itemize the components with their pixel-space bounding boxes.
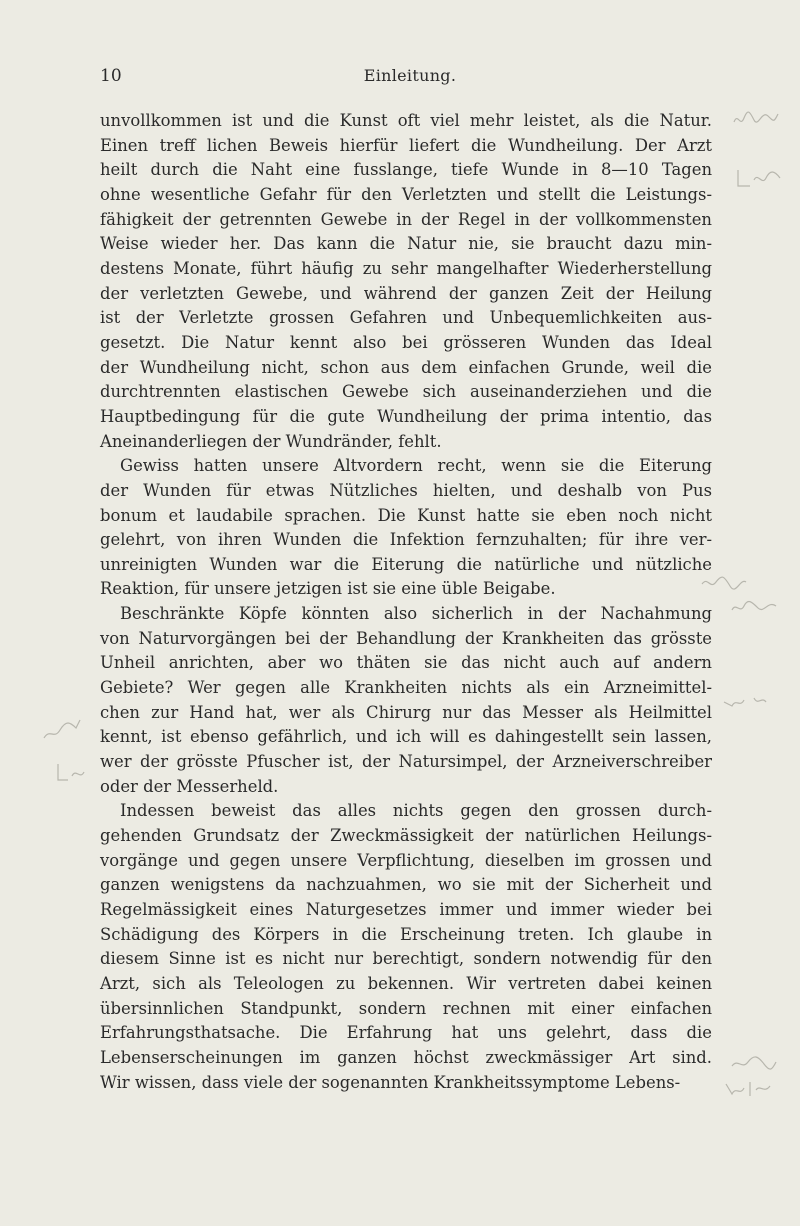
text-line: gelehrt, von ihren Wunden die Infektion fernzuhalten; für ihre ver- <box>100 530 712 550</box>
pencil-marginalia <box>730 596 778 620</box>
pencil-marginalia <box>56 760 104 784</box>
text-line: ist der Verletzte grossen Gefahren und Unbequemlichkeiten aus- <box>100 308 712 328</box>
text-line: Beschränkte Köpfe könnten also sicherlich in der Nachahmung <box>120 604 712 624</box>
text-line: chen zur Hand hat, wer als Chirurg nur das Messer als Heilmittel <box>100 702 712 722</box>
text-line: Gebiete? Wer gegen alle Krankheiten nichts als ein Arzneimittel- <box>100 678 712 698</box>
pencil-marginalia <box>732 108 780 132</box>
pencil-marginalia <box>730 1052 778 1076</box>
text-line: Unheil anrichten, aber wo thäten sie das nicht auch auf andern <box>100 653 712 673</box>
text-line: wer der grösste Pfuscher ist, der Natursimpel, der Arzneiverschreiber <box>100 752 712 772</box>
text-line: unvollkommen ist und die Kunst oft viel mehr leistet, als die Natur. <box>100 111 712 130</box>
pencil-marginalia <box>722 690 770 714</box>
text-line: Gewiss hatten unsere Altvordern recht, wenn sie die Eiterung <box>120 456 712 476</box>
text-line: übersinnlichen Standpunkt, sondern rechnen mit einer einfachen <box>100 998 712 1018</box>
text-line: gehenden Grundsatz der Zweckmässigkeit der natürlichen Heilungs- <box>100 826 712 846</box>
text-line: oder der Messerheld. <box>100 776 279 796</box>
text-line: Arzt, sich als Teleologen zu bekennen. Wir vertreten dabei keinen <box>100 973 712 993</box>
text-line: unreinigten Wunden war die Eiterung die natürliche und nützliche <box>100 554 712 574</box>
text-line: ohne wesentliche Gefahr für den Verletzten und stellt die Leistungs- <box>100 184 712 204</box>
text-line: Einen treff lichen Beweis hierfür liefert die Wundheilung. Der Arzt <box>100 135 712 155</box>
text-line: Wir wissen, dass viele der sogenannten Krankheitssymptome Lebens- <box>100 1072 681 1092</box>
text-line: Lebenserscheinungen im ganzen höchst zweckmässiger Art sind. <box>100 1047 712 1067</box>
text-line: kennt, ist ebenso gefährlich, und ich will es dahingestellt sein lassen, <box>100 727 712 747</box>
text-line: heilt durch die Naht eine fusslange, tiefe Wunde in 8—10 Tagen <box>100 160 712 180</box>
page-number: 10 <box>100 66 122 86</box>
text-line: Erfahrungsthatsache. Die Erfahrung hat uns gelehrt, dass die <box>100 1023 712 1043</box>
body-text <box>100 109 712 1095</box>
pencil-marginalia <box>736 166 784 190</box>
text-line: diesem Sinne ist es nicht nur berechtigt, sondern notwendig für den <box>100 949 712 969</box>
text-line: fähigkeit der getrennten Gewebe in der Regel in der vollkommensten <box>100 209 712 229</box>
text-line: Indessen beweist das alles nichts gegen den grossen durch- <box>120 801 712 821</box>
text-line: Weise wieder her. Das kann die Natur nie, sie braucht dazu min- <box>100 234 712 254</box>
text-line: Schädigung des Körpers in die Erscheinung treten. Ich glaube in <box>100 924 712 944</box>
text-line: der Wunden für etwas Nützliches hielten, und deshalb von Pus <box>100 480 712 500</box>
text-line: Hauptbedingung für die gute Wundheilung der prima intentio, das <box>100 406 712 426</box>
text-line: ganzen wenigstens da nachzuahmen, wo sie mit der Sicherheit und <box>100 875 712 895</box>
text-line: destens Monate, führt häufig zu sehr mangelhafter Wiederherstellung <box>100 258 712 278</box>
pencil-marginalia <box>40 718 88 742</box>
text-line: Aneinanderliegen der Wundränder, fehlt. <box>100 431 442 451</box>
text-line: durchtrennten elastischen Gewebe sich auseinanderziehen und die <box>100 382 712 402</box>
text-line: der verletzten Gewebe, und während der ganzen Zeit der Heilung <box>100 283 712 303</box>
page-header <box>100 66 720 90</box>
pencil-marginalia <box>700 572 748 596</box>
running-title: Einleitung. <box>363 66 457 85</box>
text-line: gesetzt. Die Natur kennt also bei grösseren Wunden das Ideal <box>100 332 712 352</box>
text-line: der Wundheilung nicht, schon aus dem einfachen Grunde, weil die <box>100 357 712 377</box>
text-line: Regelmässigkeit eines Naturgesetzes immer und immer wieder bei <box>100 900 712 919</box>
text-line: Reaktion, für unsere jetzigen ist sie eine üble Beigabe. <box>100 579 556 599</box>
text-line: bonum et laudabile sprachen. Die Kunst hatte sie eben noch nicht <box>100 505 712 525</box>
text-line: von Naturvorgängen bei der Behandlung der Krankheiten das grösste <box>100 628 712 648</box>
text-line: vorgänge und gegen unsere Verpflichtung, dieselben im grossen und <box>100 850 712 870</box>
pencil-marginalia <box>724 1076 772 1100</box>
